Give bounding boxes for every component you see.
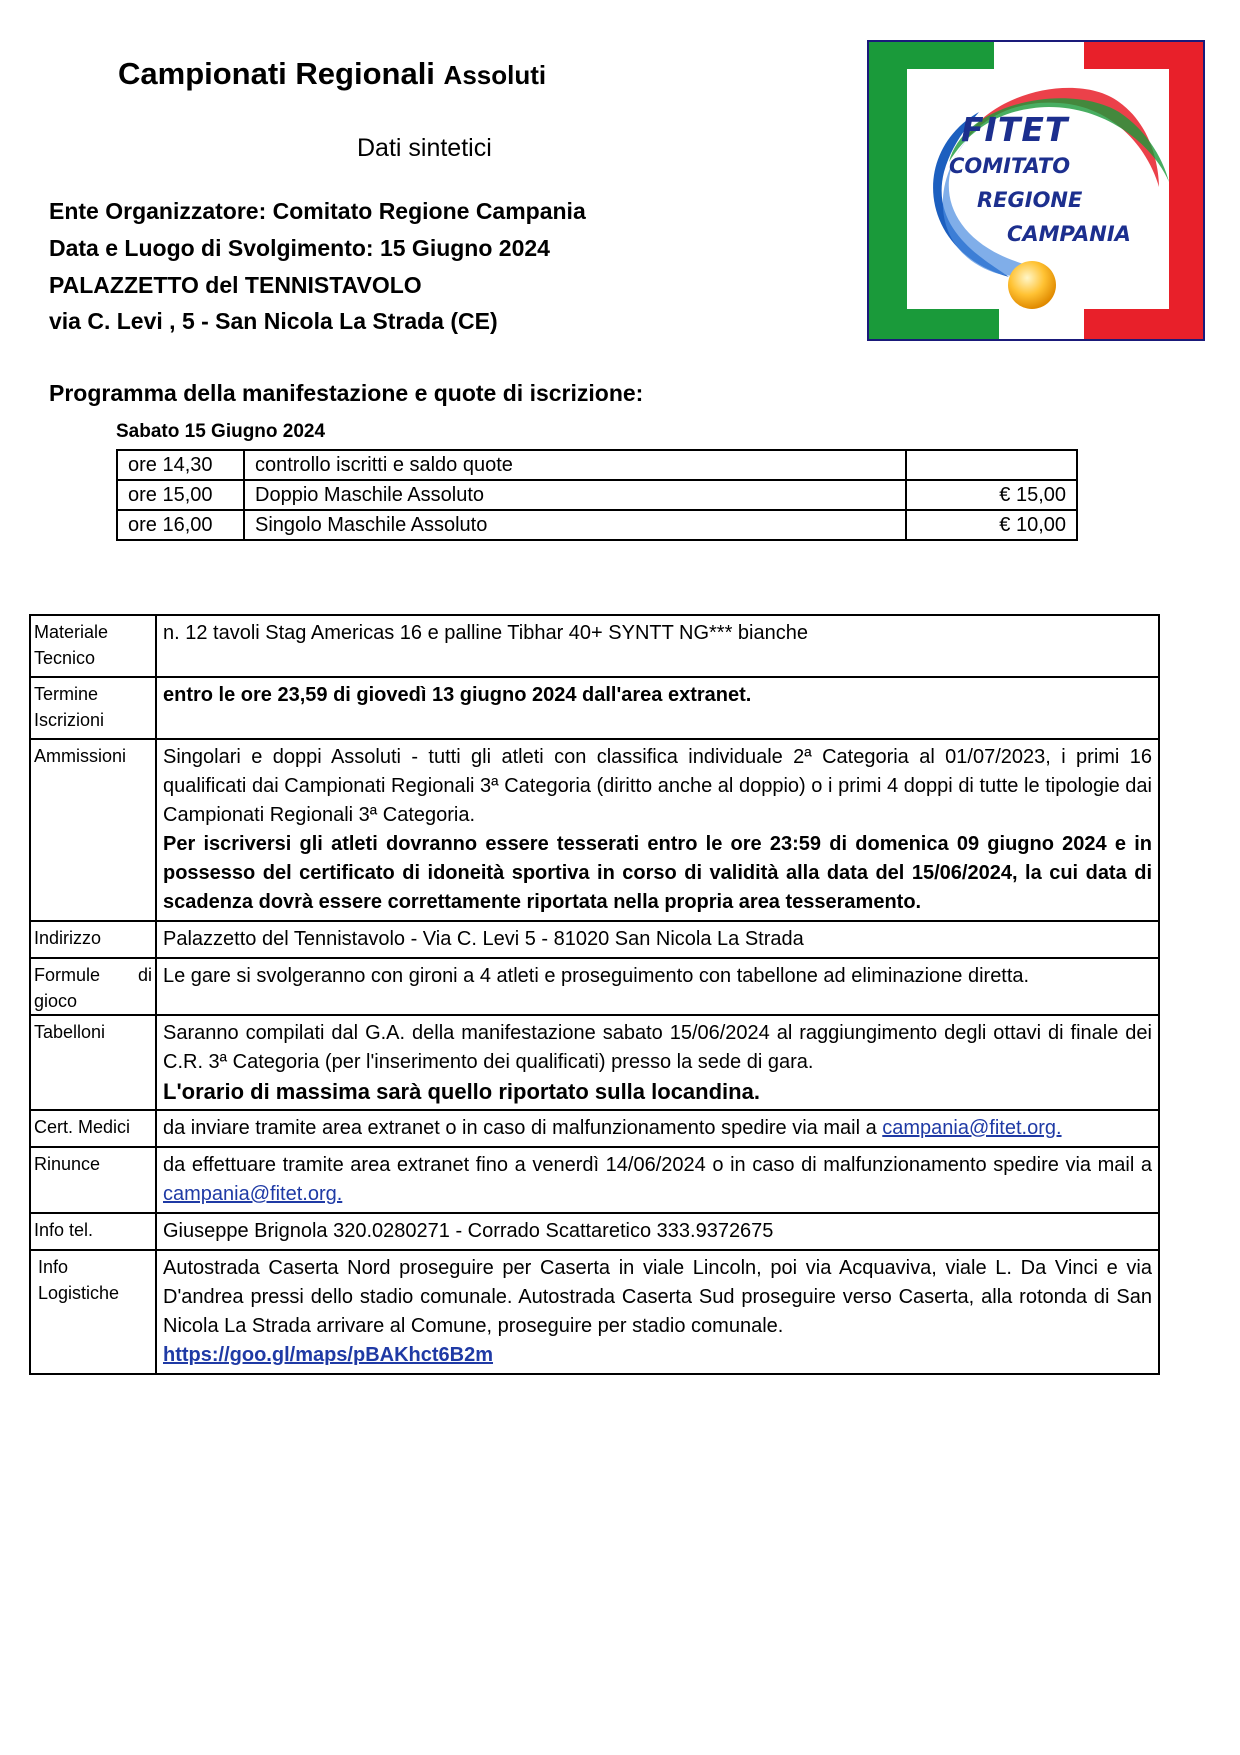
logo-red-top (1084, 42, 1205, 69)
row-value (156, 739, 1159, 921)
schedule-date: Sabato 15 Giugno 2024 (116, 421, 326, 442)
row-label: Ammissioni (30, 739, 156, 921)
row-value: Palazzetto del Tennistavolo - Via C. Levi 5 - 81020 San Nicola La Strada (156, 921, 1159, 958)
logo-red-bar (1169, 42, 1205, 341)
table-row (117, 450, 1077, 480)
fitet-logo (867, 40, 1205, 341)
title-small: Assoluti (443, 60, 547, 90)
row-label: Termine Iscrizioni (30, 677, 156, 739)
cert-text: da inviare tramite area extranet o in caso di malfunzionamento spedire via mail a (163, 1117, 877, 1139)
logo-fitet-text: FITET (961, 110, 1069, 149)
maps-link[interactable]: https://goo.gl/maps/pBAKhct6B2m (163, 1344, 494, 1366)
schedule-time: ore 15,00 (117, 480, 244, 510)
schedule-desc: Doppio Maschile Assoluto (244, 480, 906, 510)
row-label: Indirizzo (30, 921, 156, 958)
row-label: Formule di gioco (30, 958, 156, 1015)
schedule-fee (906, 450, 1077, 480)
page-title (118, 56, 546, 92)
rinunce-text: da effettuare tramite area extranet fino a venerdì 14/06/2024 o in caso di malfunzionamento spedire via mail a (163, 1154, 1152, 1176)
row-label: Info tel. (30, 1213, 156, 1250)
rinunce-email-link[interactable]: campania@fitet.org. (163, 1183, 343, 1205)
table-row (30, 921, 1159, 958)
ball-icon (1008, 261, 1056, 309)
logo-campania-text: CAMPANIA (1007, 222, 1131, 246)
schedule-fee: € 15,00 (906, 480, 1077, 510)
logo-regione-text: REGIONE (977, 188, 1083, 212)
program-heading: Programma della manifestazione e quote di iscrizione: (49, 380, 644, 406)
row-value (156, 1110, 1159, 1147)
table-row (30, 1213, 1159, 1250)
row-label: Info Logistiche (30, 1250, 156, 1374)
schedule-time: ore 16,00 (117, 510, 244, 540)
table-row (30, 739, 1159, 921)
table-row (117, 510, 1077, 540)
row-label: Tabelloni (30, 1015, 156, 1110)
brackets-note: L'orario di massima sarà quello riportato sulla locandina. (163, 1079, 760, 1104)
table-row (30, 677, 1159, 739)
logo-red-base (1084, 309, 1205, 341)
table-row (117, 480, 1077, 510)
row-label: Materiale Tecnico (30, 615, 156, 677)
row-value: Giuseppe Brignola 320.0280271 - Corrado Scattaretico 333.9372675 (156, 1213, 1159, 1250)
logo-green-base (869, 309, 999, 341)
schedule-fee: € 10,00 (906, 510, 1077, 540)
row-value: Le gare si svolgeranno con gironi a 4 atleti e proseguimento con tabellone ad eliminazione diretta. (156, 958, 1159, 1015)
table-row (30, 1250, 1159, 1374)
table-row (30, 1147, 1159, 1213)
admission-text: Singolari e doppi Assoluti - tutti gli atleti con classifica individuale 2ª Categoria al 01/07/2023, i primi 16 qualificati dai Campionati Regionali 3ª Categoria (diritto anche al doppio) o i primi 4 doppi di tutte le tipologie dai Campionati Regionali 3ª Categoria. (163, 746, 1152, 826)
date-place-line: Data e Luogo di Svolgimento: 15 Giugno 2024 (49, 235, 550, 261)
address-line: via C. Levi , 5 - San Nicola La Strada (CE) (49, 308, 498, 334)
table-row (30, 958, 1159, 1015)
row-value (156, 1147, 1159, 1213)
table-row (30, 1015, 1159, 1110)
logo-green-bar (869, 42, 907, 341)
schedule-time: ore 14,30 (117, 450, 244, 480)
table-row (30, 615, 1159, 677)
row-value (156, 1250, 1159, 1374)
brackets-text: Saranno compilati dal G.A. della manifestazione sabato 15/06/2024 al raggiungimento degli ottavi di finale dei C.R. 3ª Categoria (per l'inserimento dei qualificati) presso la sede di gara. (163, 1022, 1152, 1073)
organizer-line: Ente Organizzatore: Comitato Regione Campania (49, 198, 586, 224)
logo-comitato-text: COMITATO (949, 154, 1071, 178)
row-value: entro le ore 23,59 di giovedì 13 giugno 2024 dall'area extranet. (156, 677, 1159, 739)
cert-email-link[interactable]: campania@fitet.org. (882, 1117, 1062, 1139)
row-label: Rinunce (30, 1147, 156, 1213)
schedule-desc: Singolo Maschile Assoluto (244, 510, 906, 540)
schedule-table (116, 449, 1078, 541)
table-row (30, 1110, 1159, 1147)
schedule-desc: controllo iscritti e saldo quote (244, 450, 906, 480)
admission-requirements: Per iscriversi gli atleti dovranno essere tesserati entro le ore 23:59 di domenica 09 giugno 2024 e in possesso del certificato di idoneità sportiva in corso di validità alla data del 15/06/2024, la cui data di scadenza dovrà essere correttamente riportata nella propria area tesseramento. (163, 833, 1152, 913)
title-main: Campionati Regionali (118, 56, 435, 91)
page-subtitle: Dati sintetici (357, 134, 492, 162)
logistics-text: Autostrada Caserta Nord proseguire per Caserta in viale Lincoln, poi via Acquaviva, viale L. Da Vinci e via D'andrea pressi dello stadio comunale. Autostrada Caserta Sud proseguire verso Caserta, alla rotonda di San Nicola La Strada arrivare al Comune, proseguire per stadio comunale. (163, 1257, 1152, 1337)
logo-green-top (869, 42, 994, 69)
row-label: Cert. Medici (30, 1110, 156, 1147)
row-value: n. 12 tavoli Stag Americas 16 e palline Tibhar 40+ SYNTT NG*** bianche (156, 615, 1159, 677)
venue-line: PALAZZETTO del TENNISTAVOLO (49, 272, 422, 298)
details-table (29, 614, 1160, 1375)
row-value (156, 1015, 1159, 1110)
